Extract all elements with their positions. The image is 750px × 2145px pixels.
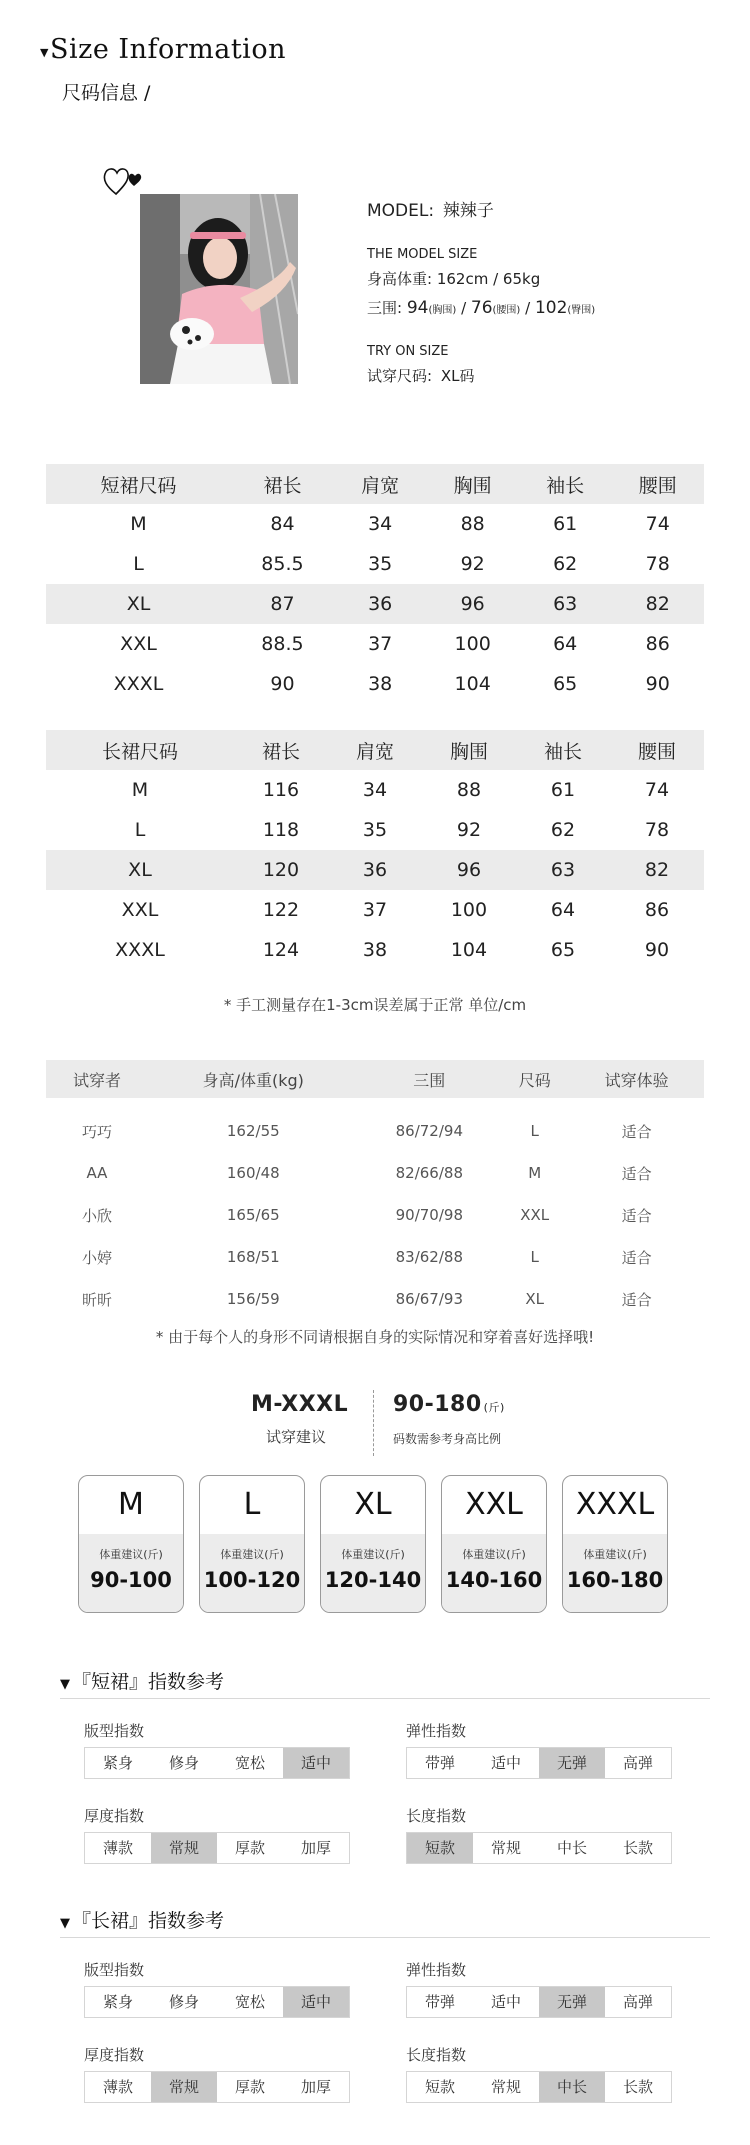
index-option: 长款	[622, 1839, 653, 1857]
index-option: 中长	[556, 1839, 587, 1857]
table-cell: 昕昕	[81, 1290, 112, 1309]
index-label: 弹性指数	[406, 1961, 467, 1979]
table-cell: 61	[553, 513, 578, 535]
hw-value: 162cm / 65kg	[436, 270, 541, 288]
table-row	[46, 1194, 704, 1236]
table-cell: 104	[450, 939, 488, 961]
table-cell: 168/51	[226, 1248, 280, 1266]
table-cell: 65	[553, 673, 578, 695]
table-cell: 适合	[621, 1206, 652, 1225]
size-card-size: XXXL	[575, 1487, 655, 1522]
index-option: 薄款	[102, 2078, 133, 2096]
model-info	[367, 196, 595, 394]
index-scale-elasticity	[406, 1747, 672, 1779]
table-cell: 90	[645, 673, 670, 695]
table-cell: 78	[644, 819, 670, 841]
table-cell: 86	[645, 633, 670, 655]
table-cell: 88.5	[261, 633, 304, 655]
index-scale-fit	[84, 1986, 350, 2018]
table-header-row	[46, 464, 704, 504]
index-option: 薄款	[102, 1839, 133, 1857]
table-cell: 适合	[621, 1164, 652, 1183]
table-header-cell: 肩宽	[334, 464, 427, 504]
index-scale-thickness	[84, 2071, 350, 2103]
table-cell: 86/67/93	[395, 1290, 463, 1308]
table-cell: 适合	[621, 1290, 652, 1309]
table-row	[46, 1278, 704, 1320]
table-cell: 38	[362, 939, 388, 961]
table-cell: 100	[450, 899, 488, 921]
index-option-selected: 中长	[539, 2072, 605, 2102]
recommend-weight-note: 码数需参考身高比例	[393, 1432, 502, 1446]
index-label: 版型指数	[84, 1722, 145, 1740]
index-option: 带弹	[424, 1993, 455, 2011]
table-cell: L	[530, 1248, 539, 1266]
table-header-cell: 袖长	[519, 464, 612, 504]
table-row	[46, 544, 704, 584]
table-cell: XL	[525, 1290, 545, 1308]
table-cell: 122	[262, 899, 300, 921]
index-option-selected: 常规	[151, 1833, 217, 1863]
section-divider	[60, 1698, 710, 1699]
index-option: 厚款	[234, 2078, 265, 2096]
table-cell: 100	[454, 633, 491, 655]
index-option: 紧身	[102, 1993, 133, 2011]
table-header-cell: 腰围	[610, 730, 704, 770]
index-option-selected: 短款	[407, 1833, 473, 1863]
table-cell: M	[130, 513, 147, 535]
table-cell: 小婷	[81, 1248, 112, 1267]
index-option: 紧身	[102, 1754, 133, 1772]
table-row	[46, 504, 704, 544]
title-en-text: Size Information	[50, 34, 286, 65]
size-card-label: 体重建议(斤)	[462, 1548, 526, 1561]
short-index-title-text: 『短裙』指数参考	[72, 1671, 225, 1693]
table-cell: 165/65	[226, 1206, 280, 1224]
size-card-size: XXL	[465, 1487, 523, 1522]
table-cell: 74	[644, 779, 670, 801]
model-size-heading: THE MODEL SIZE	[367, 247, 478, 262]
table-row	[46, 890, 704, 930]
table-cell: 82	[610, 850, 704, 890]
model-photo	[140, 194, 298, 384]
index-option: 高弹	[622, 1754, 653, 1772]
table-cell: 96	[422, 850, 516, 890]
measure-label: 三围:	[367, 299, 403, 317]
table-cell: 88	[456, 779, 482, 801]
table-cell: 104	[454, 673, 491, 695]
table-row	[46, 1236, 704, 1278]
heart-doodle-icon	[102, 164, 146, 198]
table-cell: 62	[550, 819, 576, 841]
table-cell: M	[528, 1164, 542, 1182]
table-cell: 78	[645, 553, 670, 575]
section-title-en	[40, 34, 286, 65]
table-cell: 34	[362, 779, 388, 801]
table-cell: 38	[368, 673, 393, 695]
index-option: 常规	[490, 2078, 521, 2096]
table-cell: 63	[516, 850, 610, 890]
long-index-title-text: 『长裙』指数参考	[72, 1910, 225, 1932]
recommend-size-range: M-XXXL	[251, 1392, 349, 1417]
size-card-weight: 90-100	[90, 1568, 172, 1592]
try-size-line	[367, 365, 595, 386]
short-skirt-size-table	[46, 464, 704, 704]
index-scale-fit	[84, 1747, 350, 1779]
size-card-size: XL	[354, 1487, 392, 1522]
table-cell: 86	[644, 899, 670, 921]
index-option: 宽松	[234, 1993, 265, 2011]
table-cell: XXXL	[115, 939, 165, 961]
index-option: 适中	[490, 1993, 521, 2011]
recommend-divider	[373, 1390, 375, 1456]
table-cell: 适合	[621, 1122, 652, 1141]
size-card-label: 体重建议(斤)	[341, 1548, 405, 1561]
table-cell: L	[134, 819, 146, 841]
table-cell: 小欣	[81, 1206, 112, 1225]
table-header-cell: 短裙尺码	[46, 464, 231, 504]
table-header-cell: 腰围	[611, 464, 704, 504]
section-title-cn: 尺码信息 /	[62, 82, 151, 104]
size-card-size: M	[118, 1487, 144, 1522]
table-cell: 64	[553, 633, 578, 655]
index-option: 常规	[490, 1839, 521, 1857]
short-index-title	[60, 1667, 224, 1694]
table-cell: 85.5	[261, 553, 304, 575]
size-card-xxxl	[562, 1475, 668, 1613]
size-card-weight: 100-120	[203, 1568, 301, 1592]
index-scale-thickness	[84, 1832, 350, 1864]
long-skirt-size-table	[46, 730, 704, 970]
table-header-cell: 尺码	[500, 1060, 569, 1098]
triangle-icon: ▼	[60, 1916, 70, 1931]
index-option-selected: 常规	[151, 2072, 217, 2102]
index-option: 高弹	[622, 1993, 653, 2011]
index-option: 修身	[168, 1754, 199, 1772]
table-cell: 82/66/88	[395, 1164, 463, 1182]
table-cell: XXL	[121, 899, 159, 921]
index-scale-elasticity	[406, 1986, 672, 2018]
table-cell: XXL	[520, 1206, 550, 1224]
bust-value: 94	[406, 298, 429, 318]
table-cell: 116	[262, 779, 300, 801]
table-header-cell: 三围	[359, 1060, 500, 1098]
recommend-weight-range: 90-180	[393, 1392, 482, 1417]
index-scale-length	[406, 2071, 672, 2103]
table-cell: AA	[86, 1164, 108, 1182]
table-row	[46, 810, 704, 850]
index-label: 长度指数	[406, 2046, 467, 2064]
table-cell: 37	[362, 899, 388, 921]
size-card-weight: 140-160	[445, 1568, 543, 1592]
model-name: 辣辣子	[442, 201, 494, 221]
try-on-note: * 由于每个人的身形不同请根据自身的实际情况和穿着喜好选择哦!	[155, 1328, 595, 1346]
table-header-cell: 肩宽	[328, 730, 422, 770]
table-header-row	[46, 730, 704, 770]
table-cell: 92	[456, 819, 482, 841]
index-label: 厚度指数	[84, 1807, 145, 1825]
table-cell: 34	[368, 513, 393, 535]
section-divider	[60, 1937, 710, 1938]
table-cell: 61	[550, 779, 576, 801]
index-option-selected: 适中	[283, 1987, 349, 2017]
recommend-size-label: 试穿建议	[266, 1428, 327, 1446]
table-cell: 82	[611, 584, 704, 624]
hip-value: 102	[534, 298, 568, 318]
table-cell: L	[530, 1122, 539, 1140]
table-cell: M	[131, 779, 149, 801]
recommend-weight-unit: (斤)	[483, 1401, 505, 1414]
table-row	[46, 850, 704, 890]
try-size-label: 试穿尺码:	[367, 367, 433, 385]
triangle-icon: ▼	[60, 1677, 70, 1692]
hip-unit: (臀围)	[567, 305, 596, 316]
table-cell: 156/59	[226, 1290, 280, 1308]
table-cell: 74	[645, 513, 670, 535]
index-option: 带弹	[424, 1754, 455, 1772]
table-cell: 124	[262, 939, 300, 961]
table-cell: 83/62/88	[395, 1248, 463, 1266]
size-card-l	[199, 1475, 305, 1613]
table-row	[46, 770, 704, 810]
index-option: 加厚	[300, 2078, 331, 2096]
table-header-cell: 裙长	[234, 730, 328, 770]
table-cell: 35	[362, 819, 388, 841]
table-cell: 96	[426, 584, 519, 624]
hw-label: 身高体重:	[367, 270, 433, 288]
table-cell: XL	[46, 584, 231, 624]
size-card-label: 体重建议(斤)	[220, 1548, 284, 1561]
index-label: 厚度指数	[84, 2046, 145, 2064]
table-row	[46, 930, 704, 970]
index-option: 宽松	[234, 1754, 265, 1772]
table-cell: 84	[270, 513, 295, 535]
table-cell: 92	[460, 553, 485, 575]
table-header-cell: 裙长	[231, 464, 334, 504]
table-cell: 65	[550, 939, 576, 961]
table-cell: 90/70/98	[395, 1206, 463, 1224]
try-size-heading: TRY ON SIZE	[367, 344, 449, 359]
model-measure-line: 三围: 94(胸围) / 76(腰围) / 102(臀围)	[367, 298, 596, 318]
index-option-selected: 适中	[283, 1748, 349, 1778]
waist-value: 76	[470, 298, 493, 318]
table-cell: 162/55	[226, 1122, 280, 1140]
table-cell: 88	[460, 513, 485, 535]
table-cell: 36	[334, 584, 427, 624]
table-cell: 87	[231, 584, 334, 624]
table-cell: 118	[262, 819, 300, 841]
table-cell: 巧巧	[81, 1122, 112, 1141]
table-header-cell: 身高/体重(kg)	[148, 1060, 359, 1098]
size-card-weight: 120-140	[324, 1568, 422, 1592]
table-cell: XL	[46, 850, 234, 890]
table-cell: XXL	[120, 633, 157, 655]
index-scale-length	[406, 1832, 672, 1864]
table-cell: 37	[368, 633, 393, 655]
table-cell: L	[133, 553, 144, 575]
index-option: 短款	[424, 2078, 455, 2096]
table-cell: 90	[644, 939, 670, 961]
table-cell: 86/72/94	[395, 1122, 463, 1140]
index-option: 适中	[490, 1754, 521, 1772]
long-index-title	[60, 1906, 224, 1933]
table-cell: 160/48	[226, 1164, 280, 1182]
size-card-xxl	[441, 1475, 547, 1613]
size-card-size: L	[243, 1487, 261, 1522]
index-label: 版型指数	[84, 1961, 145, 1979]
table-header-cell: 胸围	[426, 464, 519, 504]
index-label: 弹性指数	[406, 1722, 467, 1740]
table-cell: XXXL	[113, 673, 164, 695]
size-card-label: 体重建议(斤)	[99, 1548, 163, 1561]
table-row	[46, 1152, 704, 1194]
table-cell: 适合	[621, 1248, 652, 1267]
table-row	[46, 664, 704, 704]
try-on-table	[46, 1060, 704, 1320]
table-header-cell: 袖长	[516, 730, 610, 770]
index-option-selected: 无弹	[539, 1748, 605, 1778]
table-header-row	[46, 1060, 704, 1098]
table-cell: 64	[550, 899, 576, 921]
bust-unit: (胸围)	[428, 305, 457, 316]
table-row	[46, 584, 704, 624]
table-header-cell: 长裙尺码	[46, 730, 234, 770]
triangle-icon: ▼	[40, 46, 49, 59]
size-card-label: 体重建议(斤)	[583, 1548, 647, 1561]
table-row	[46, 1110, 704, 1152]
table-cell: 90	[270, 673, 295, 695]
size-card-m	[78, 1475, 184, 1613]
try-size-value: XL码	[440, 367, 475, 385]
index-option: 修身	[168, 1993, 199, 2011]
measure-note: * 手工测量存在1-3cm误差属于正常 单位/cm	[223, 996, 527, 1014]
index-option: 加厚	[300, 1839, 331, 1857]
model-label: MODEL:	[367, 201, 435, 221]
table-header-cell: 胸围	[422, 730, 516, 770]
table-cell: 35	[368, 553, 393, 575]
table-cell: 120	[234, 850, 328, 890]
recommend-weight	[393, 1392, 505, 1417]
waist-unit: (腰围)	[492, 305, 521, 316]
index-option: 长款	[622, 2078, 653, 2096]
table-cell: 63	[519, 584, 612, 624]
index-option: 厚款	[234, 1839, 265, 1857]
index-option-selected: 无弹	[539, 1987, 605, 2017]
table-header-cell: 试穿体验	[569, 1060, 704, 1098]
size-card-xl	[320, 1475, 426, 1613]
table-cell: 36	[328, 850, 422, 890]
table-header-cell: 试穿者	[46, 1060, 148, 1098]
table-cell: 62	[553, 553, 578, 575]
model-hw-line	[367, 268, 595, 289]
size-card-weight: 160-180	[566, 1568, 664, 1592]
index-label: 长度指数	[406, 1807, 467, 1825]
table-row	[46, 624, 704, 664]
